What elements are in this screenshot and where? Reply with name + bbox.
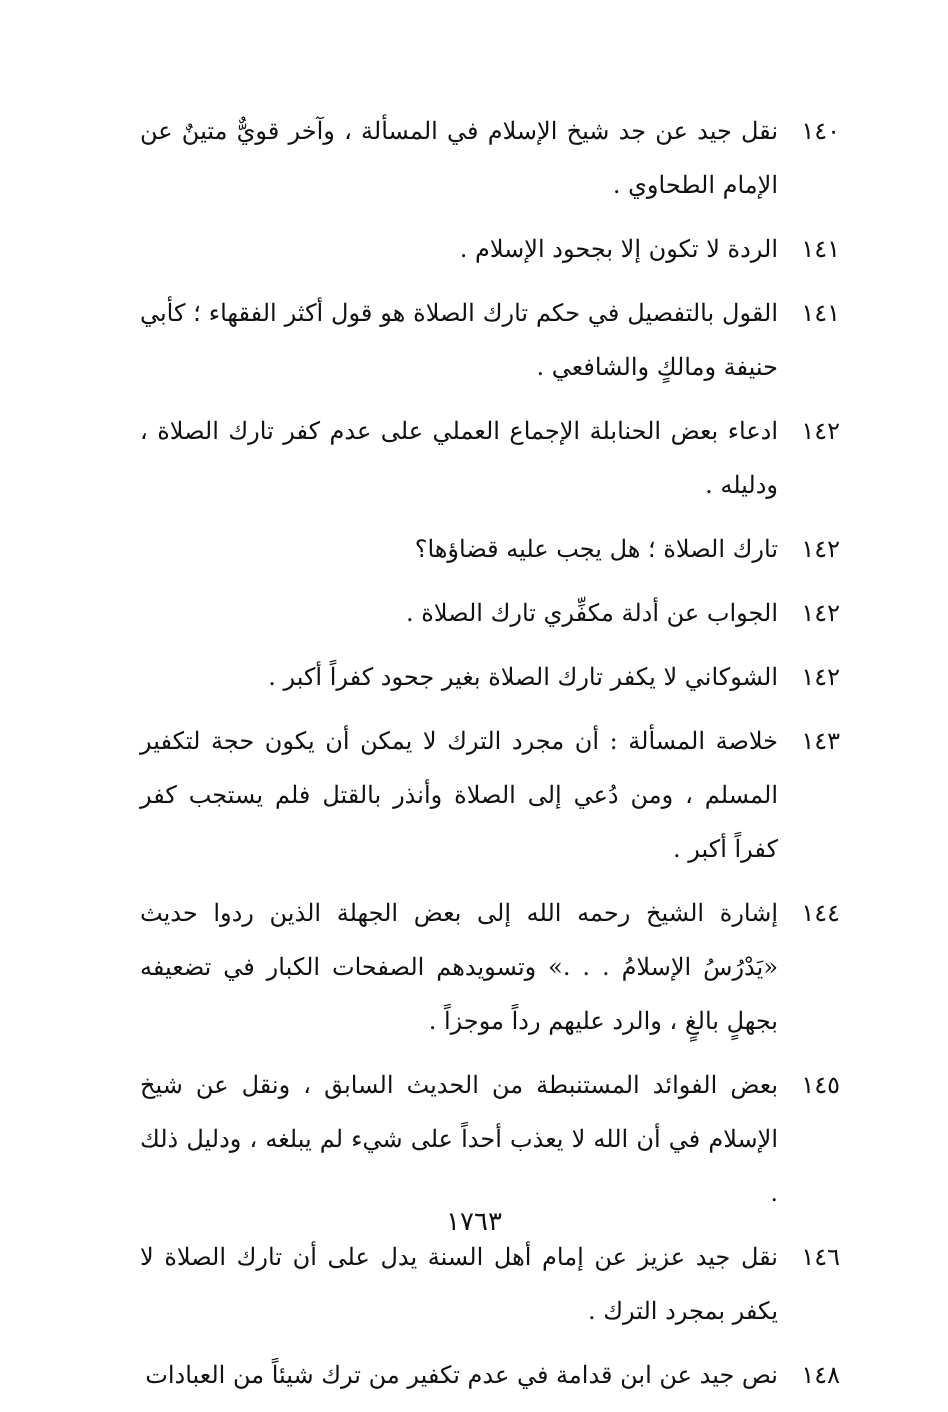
entry-page-number: ١٤٢ — [801, 599, 840, 627]
entry-text: ادعاء بعض الحنابلة الإجماع العملي على عدم كفر تارك الصلاة ، ودليله . — [140, 417, 778, 499]
index-entry — [140, 286, 840, 394]
index-entry — [140, 222, 840, 276]
entry-page-number: ١٤٢ — [801, 417, 840, 445]
entry-text: نص جيد عن ابن قدامة في عدم تكفير من ترك شيئاً من العبادات — [145, 1361, 778, 1389]
entry-text: بعض الفوائد المستنبطة من الحديث السابق ، ونقل عن شيخ الإسلام في أن الله لا يعذب أحداً على شيء لم يبلغه ، ودليل ذلك . — [140, 1071, 778, 1207]
entry-text: تارك الصلاة ؛ هل يجب عليه قضاؤها؟ — [414, 535, 778, 563]
entry-page-number: ١٤٢ — [801, 663, 840, 691]
entry-page-number: ١٤٨ — [801, 1361, 840, 1389]
entry-text: القول بالتفصيل في حكم تارك الصلاة هو قول أكثر الفقهاء ؛ كأبي حنيفة ومالكٍ والشافعي . — [140, 299, 778, 381]
entry-page-number: ١٤١ — [801, 235, 840, 263]
index-entry — [140, 714, 840, 876]
index-entry — [140, 1230, 840, 1338]
index-entry — [140, 650, 840, 704]
entry-text: نقل جيد عن جد شيخ الإسلام في المسألة ، وآخر قويٌّ متينٌ عن الإمام الطحاوي . — [140, 117, 778, 199]
entry-text: الشوكاني لا يكفر تارك الصلاة بغير جحود كفراً أكبر . — [268, 663, 778, 691]
page-number: ١٧٦٣ — [446, 1207, 502, 1237]
index-entry — [140, 522, 840, 576]
entry-page-number: ١٤٤ — [801, 899, 840, 927]
entry-page-number: ١٤٥ — [801, 1071, 840, 1099]
index-entry — [140, 404, 840, 512]
entry-text: خلاصة المسألة : أن مجرد الترك لا يمكن أن يكون حجة لتكفير المسلم ، ومن دُعي إلى الصلاة وأنذر بالقتل فلم يستجب كفر كفراً أكبر . — [140, 727, 778, 863]
entry-page-number: ١٤٢ — [801, 535, 840, 563]
index-entry — [140, 586, 840, 640]
entry-text: الجواب عن أدلة مكفِّري تارك الصلاة . — [406, 599, 778, 627]
index-entry — [140, 886, 840, 1048]
entry-text: الردة لا تكون إلا بجحود الإسلام . — [459, 235, 778, 263]
entry-page-number: ١٤١ — [801, 299, 840, 327]
entry-page-number: ١٤٠ — [801, 117, 840, 145]
index-entry — [140, 1058, 840, 1220]
entry-page-number: ١٤٦ — [801, 1243, 840, 1271]
entry-text: إشارة الشيخ رحمه الله إلى بعض الجهلة الذين ردوا حديث «يَدْرُسُ الإسلامُ . . .» وتسويدهم الصفحات الكبار في تضعيفه بجهلٍ بالغٍ ، والرد عليهم رداً موجزاً . — [140, 899, 778, 1035]
index-entry — [140, 1348, 840, 1402]
entry-page-number: ١٤٣ — [801, 727, 840, 755]
index-entry — [140, 104, 840, 212]
entry-text: نقل جيد عزيز عن إمام أهل السنة يدل على أن تارك الصلاة لا يكفر بمجرد الترك . — [140, 1243, 778, 1325]
